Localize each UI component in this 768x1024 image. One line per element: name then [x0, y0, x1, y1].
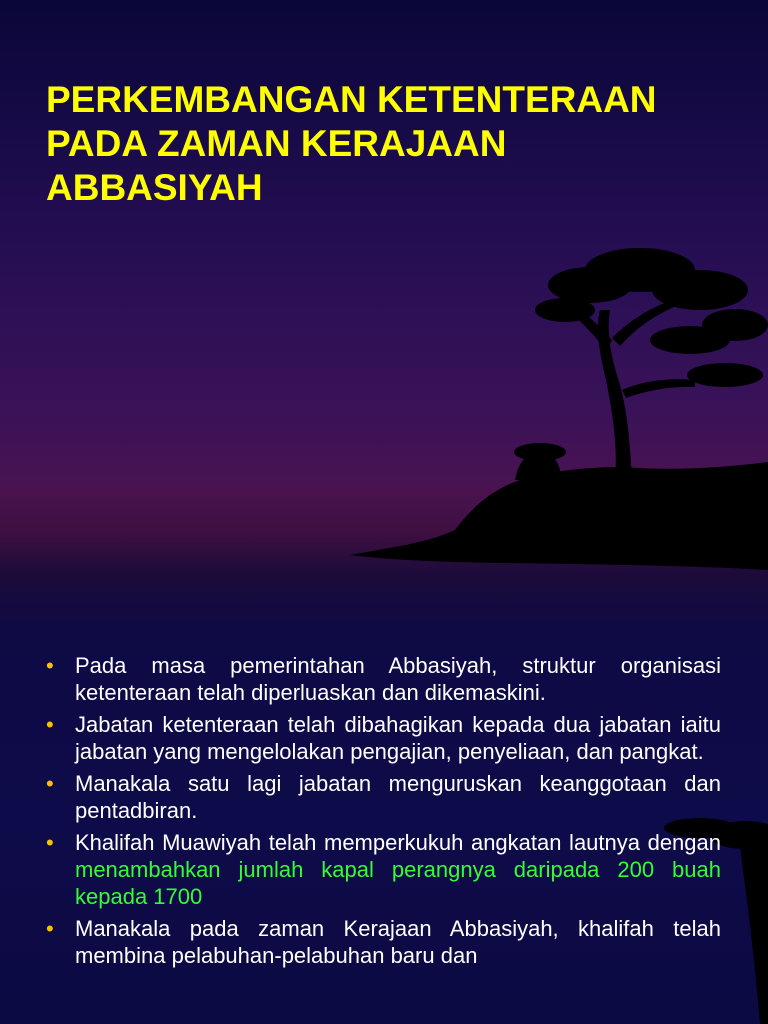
tree-canopy [702, 309, 768, 341]
bullet-text: Manakala satu lagi jabatan menguruskan keanggotaan dan pentadbiran. [75, 771, 721, 823]
bullet-item [46, 915, 721, 969]
bullet-text: Pada masa pemerintahan Abbasiyah, struktur organisasi ketenteraan telah diperluaskan dan dikemaskini. [75, 653, 721, 705]
bullet-marker: • [46, 653, 54, 678]
bullet-item [46, 770, 721, 824]
bullet-marker: • [46, 916, 54, 941]
bullet-item [46, 829, 721, 910]
tree-canopy [687, 363, 763, 387]
bullet-text: Khalifah Muawiyah telah memperkukuh angkatan lautnya dengan [75, 830, 721, 855]
slide-title [46, 78, 758, 210]
title-line-3: ABBASIYAH [46, 167, 263, 208]
bullet-marker: • [46, 771, 54, 796]
bullet-text: Jabatan ketenteraan telah dibahagikan kepada dua jabatan iaitu jabatan yang mengelolakan pengajian, penyeliaan, dan pangkat. [75, 712, 721, 764]
bullet-list [46, 652, 721, 974]
bullet-item [46, 652, 721, 706]
tree-branch [622, 379, 695, 398]
bullet-marker: • [46, 712, 54, 737]
tree-canopy [652, 270, 748, 310]
tree-canopy [535, 298, 595, 322]
title-line-2: PADA ZAMAN KERAJAAN [46, 123, 507, 164]
bullet-text: Manakala pada zaman Kerajaan Abbasiyah, khalifah telah membina pelabuhan-pelabuhan baru dan [75, 916, 721, 968]
bullet-highlight-text: menambahkan jumlah kapal perangnya daripada 200 buah kepada 1700 [75, 857, 721, 909]
bullet-marker: • [46, 830, 54, 855]
tree-trunk-lower [740, 845, 768, 1024]
title-line-1: PERKEMBANGAN KETENTERAAN [46, 79, 657, 120]
bullet-item [46, 711, 721, 765]
bush [514, 443, 566, 461]
